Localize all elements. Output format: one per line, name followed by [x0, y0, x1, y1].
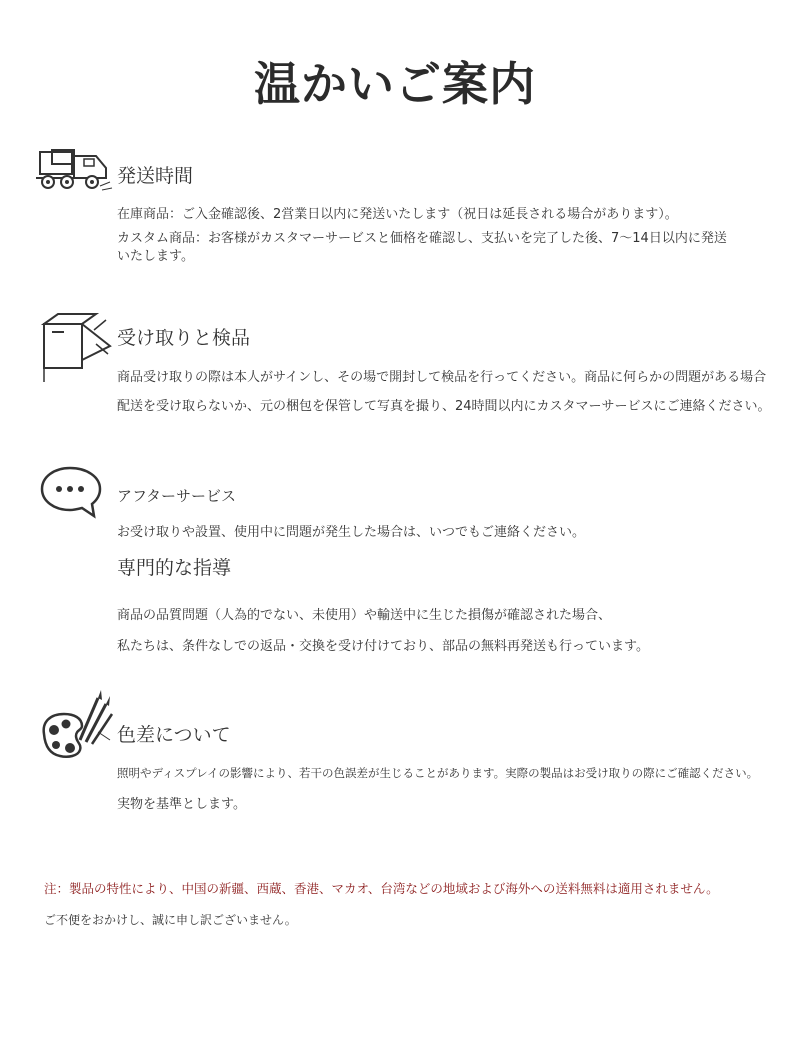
speech-bubble-icon	[40, 466, 104, 520]
open-box-icon	[40, 312, 114, 384]
guidance-line-quality: 商品の品質問題（人為的でない、未使用）や輸送中に生じた損傷が確認された場合、	[117, 608, 612, 623]
section-heading-receiving: 受け取りと検品	[117, 327, 251, 349]
color-line-lighting: 照明やディスプレイの影響により、若干の色誤差が生じることがあります。実際の製品はお受け取りの際にご確認ください。	[117, 766, 759, 780]
delivery-truck-icon	[34, 148, 114, 192]
shipping-line-custom: カスタム商品：お客様がカスタマーサービスと価格を確認し、支払いを完了した後、7〜14日以内に発送いたします。	[117, 231, 727, 264]
paint-palette-icon	[40, 688, 116, 760]
color-line-reference: 実物を基準とします。	[117, 797, 246, 812]
section-heading-color: 色差について	[117, 724, 231, 746]
section-heading-after-sales: アフターサービス	[117, 487, 236, 505]
guidance-line-returns: 私たちは、条件なしでの返品・交換を受け付けており、部品の無料再発送も行っています。	[117, 639, 649, 654]
after-sales-line: お受け取りや設置、使用中に問題が発生した場合は、いつでもご連絡ください。	[117, 525, 586, 540]
shipping-line-stock: 在庫商品：ご入金確認後、2営業日以内に発送いたします（祝日は延長される場合があります）。	[117, 207, 678, 222]
section-heading-guidance: 専門的な指導	[117, 557, 232, 579]
section-heading-shipping: 発送時間	[117, 165, 194, 187]
apology-note: ご不便をおかけし、誠に申し訳ございません。	[44, 913, 297, 927]
shipping-exclusion-note: 注：製品の特性により、中国の新疆、西蔵、香港、マカオ、台湾などの地域および海外への送料無料は適用されません。	[44, 881, 719, 896]
receiving-line-inspect: 商品受け取りの際は本人がサインし、その場で開封して検品を行ってください。商品に何らかの問題がある場合	[117, 370, 767, 385]
receiving-line-contact: 配送を受け取らないか、元の梱包を保管して写真を撮り、24時間以内にカスタマーサービスにご連絡ください。	[117, 399, 771, 414]
page-title: 温かいご案内	[254, 57, 536, 111]
